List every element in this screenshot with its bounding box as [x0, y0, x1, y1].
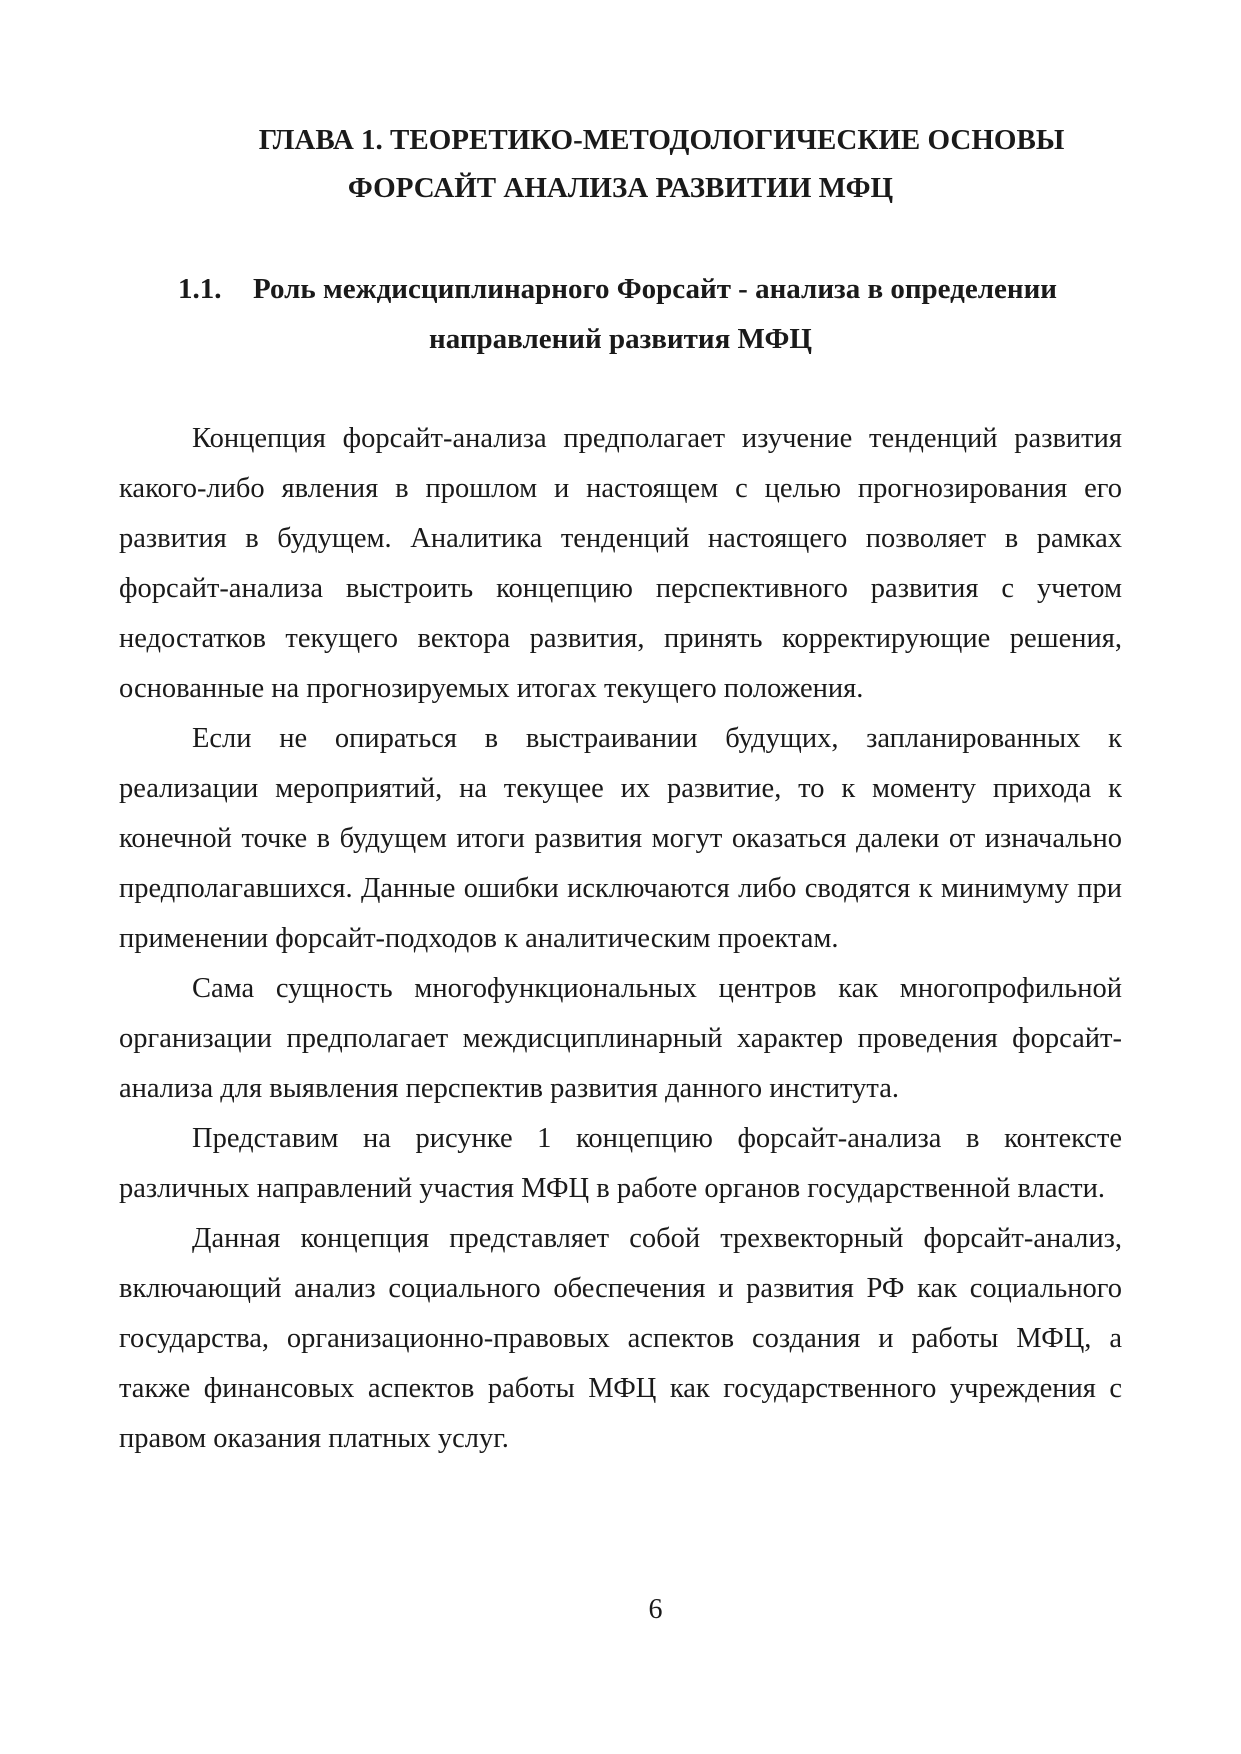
paragraph: Если не опираться в выстраивании будущих, запланированных к реализации мероприятий, на текущее их развитие, то к моменту прихода к конечной точке в будущем итоги развития могут оказаться далеки от изначально предполагавшихся. Данные ошибки исключаются либо сводятся к минимуму при применении форсайт-подходов к аналитическим проектам. — [119, 723, 1122, 954]
chapter-title-line-2: ФОРСАЙТ АНАЛИЗА РАЗВИТИИ МФЦ — [347, 172, 894, 204]
paragraph: Данная концепция представляет собой трехвекторный форсайт-анализ, включающий анализ социального обеспечения и развития РФ как социального государства, организационно-правовых аспектов создания и работы МФЦ, а также финансовых аспектов работы МФЦ как государственного учреждения с правом оказания платных услуг. — [119, 1223, 1122, 1454]
section-title-line-2: направлений развития МФЦ — [429, 323, 812, 355]
section-title-line-1: Роль междисциплинарного Форсайт - анализа в определении — [253, 273, 1057, 305]
section-heading — [0, 264, 1241, 364]
paragraph: Концепция форсайт-анализа предполагает изучение тенденций развития какого-либо явления в прошлом и настоящем с целью прогнозирования его развития в будущем. Аналитика тенденций настоящего позволяет в рамках форсайт-анализа выстроить концепцию перспективного развития с учетом недостатков текущего вектора развития, принять корректирующие решения, основанные на прогнозируемых итогах текущего положения. — [119, 423, 1122, 704]
body-text — [119, 414, 1122, 1464]
paragraph: Представим на рисунке 1 концепцию форсайт-анализа в контексте различных направлений участия МФЦ в работе органов государственной власти. — [119, 1123, 1122, 1204]
section-number: 1.1. — [178, 273, 222, 305]
section-heading-row-1 — [0, 264, 1241, 314]
paragraph: Сама сущность многофункциональных центров как многопрофильной организации предполагает междисциплинарный характер проведения форсайт-анализа для выявления перспектив развития данного института. — [119, 973, 1122, 1104]
page-number: 6 — [648, 1594, 663, 1625]
chapter-title-line-1: ГЛАВА 1. ТЕОРЕТИКО-МЕТОДОЛОГИЧЕСКИЕ ОСНОВЫ — [258, 124, 1065, 156]
chapter-title — [0, 116, 1241, 212]
